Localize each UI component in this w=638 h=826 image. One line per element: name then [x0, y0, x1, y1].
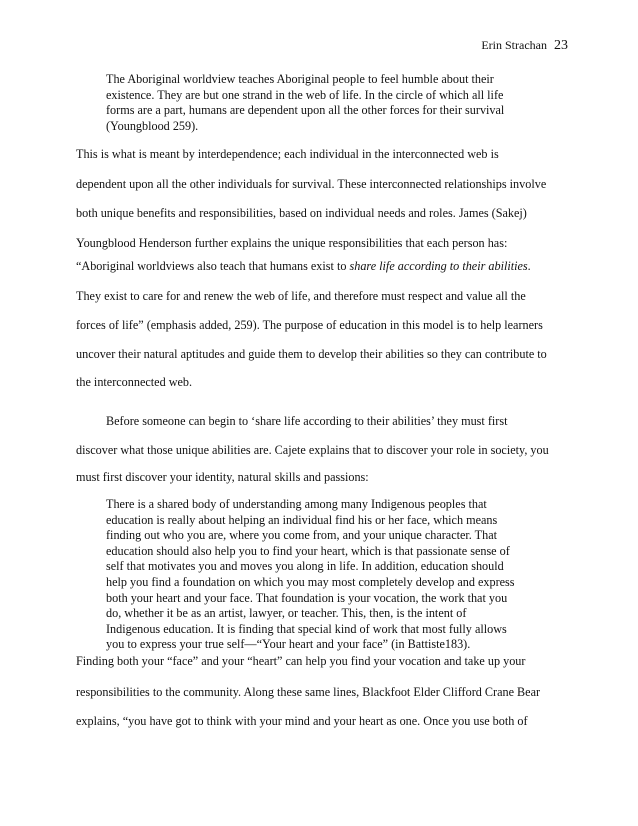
quote-line: forms are a part, humans are dependent upon all the other forces for their survival	[106, 103, 505, 118]
body-line: both unique benefits and responsibilities, based on individual needs and roles. James (Sakej)	[76, 206, 527, 220]
body-line: This is what is meant by interdependence; each individual in the interconnected web is	[76, 147, 499, 161]
body-line: Before someone can begin to ‘share life according to their abilities’ they must first	[106, 414, 508, 428]
page-number: 23	[554, 38, 568, 53]
emphasis-post: .	[527, 259, 531, 273]
quote-line: education is really about helping an individual find his or her face, which means	[106, 512, 498, 527]
body-line: explains, “you have got to think with your mind and your heart as one. Once you use both of	[76, 714, 528, 728]
emphasis-pre: “Aboriginal worldviews also teach that humans exist to	[76, 259, 350, 273]
body-line: Finding both your “face” and your “heart” can help you find your vocation and take up your	[76, 654, 526, 668]
body-line: must first discover your identity, natural skills and passions:	[76, 470, 369, 484]
body-line: discover what those unique abilities are. Cajete explains that to discover your role in society, you	[76, 443, 549, 457]
quote-line: The Aboriginal worldview teaches Aboriginal people to feel humble about their	[106, 72, 494, 86]
body-line: dependent upon all the other individuals for survival. These interconnected relationships involve	[76, 177, 547, 191]
quote-line: (Youngblood 259).	[106, 118, 199, 133]
quote-line: education should also help you to find your heart, which is that passionate sense of	[106, 543, 510, 558]
body-line: They exist to care for and renew the web of life, and therefore must respect and value all the	[76, 289, 526, 303]
running-header	[481, 38, 568, 54]
emphasis-text: share life according to their abilities	[349, 259, 528, 273]
quote-line: finding out who you are, where you come from, and your unique character. That	[106, 528, 498, 543]
quote-line: help you find a foundation on which you may most completely develop and express	[106, 574, 515, 589]
body-line: forces of life” (emphasis added, 259). The purpose of education in this model is to help learners	[76, 318, 543, 332]
quote-line: self that motivates you and moves you along in life. In addition, education should	[106, 559, 504, 574]
author-name: Erin Strachan	[481, 38, 547, 52]
body-line: responsibilities to the community. Along these same lines, Blackfoot Elder Clifford Crane Bear	[76, 685, 541, 699]
quote-line: existence. They are but one strand in the web of life. In the circle of which all life	[106, 87, 504, 102]
quote-line: There is a shared body of understanding among many Indigenous peoples that	[106, 497, 487, 511]
quote-line: Indigenous education. It is finding that special kind of work that most fully allows	[106, 621, 507, 636]
body-line: Youngblood Henderson further explains the unique responsibilities that each person has:	[76, 236, 508, 250]
quote-line: both your heart and your face. That foundation is your vocation, the work that you	[106, 590, 508, 605]
body-line: uncover their natural aptitudes and guide them to develop their abilities so they can contribute to	[76, 347, 547, 361]
quote-line: do, whether it be as an artist, lawyer, or teacher. This, then, is the intent of	[106, 606, 467, 621]
body-line-emphasis	[76, 259, 531, 274]
block-quote-cajete	[106, 497, 526, 653]
block-quote-youngblood	[106, 72, 526, 134]
quote-line: you to express your true self—“Your heart and your face” (in Battiste183).	[106, 637, 471, 652]
body-line: the interconnected web.	[76, 375, 193, 389]
